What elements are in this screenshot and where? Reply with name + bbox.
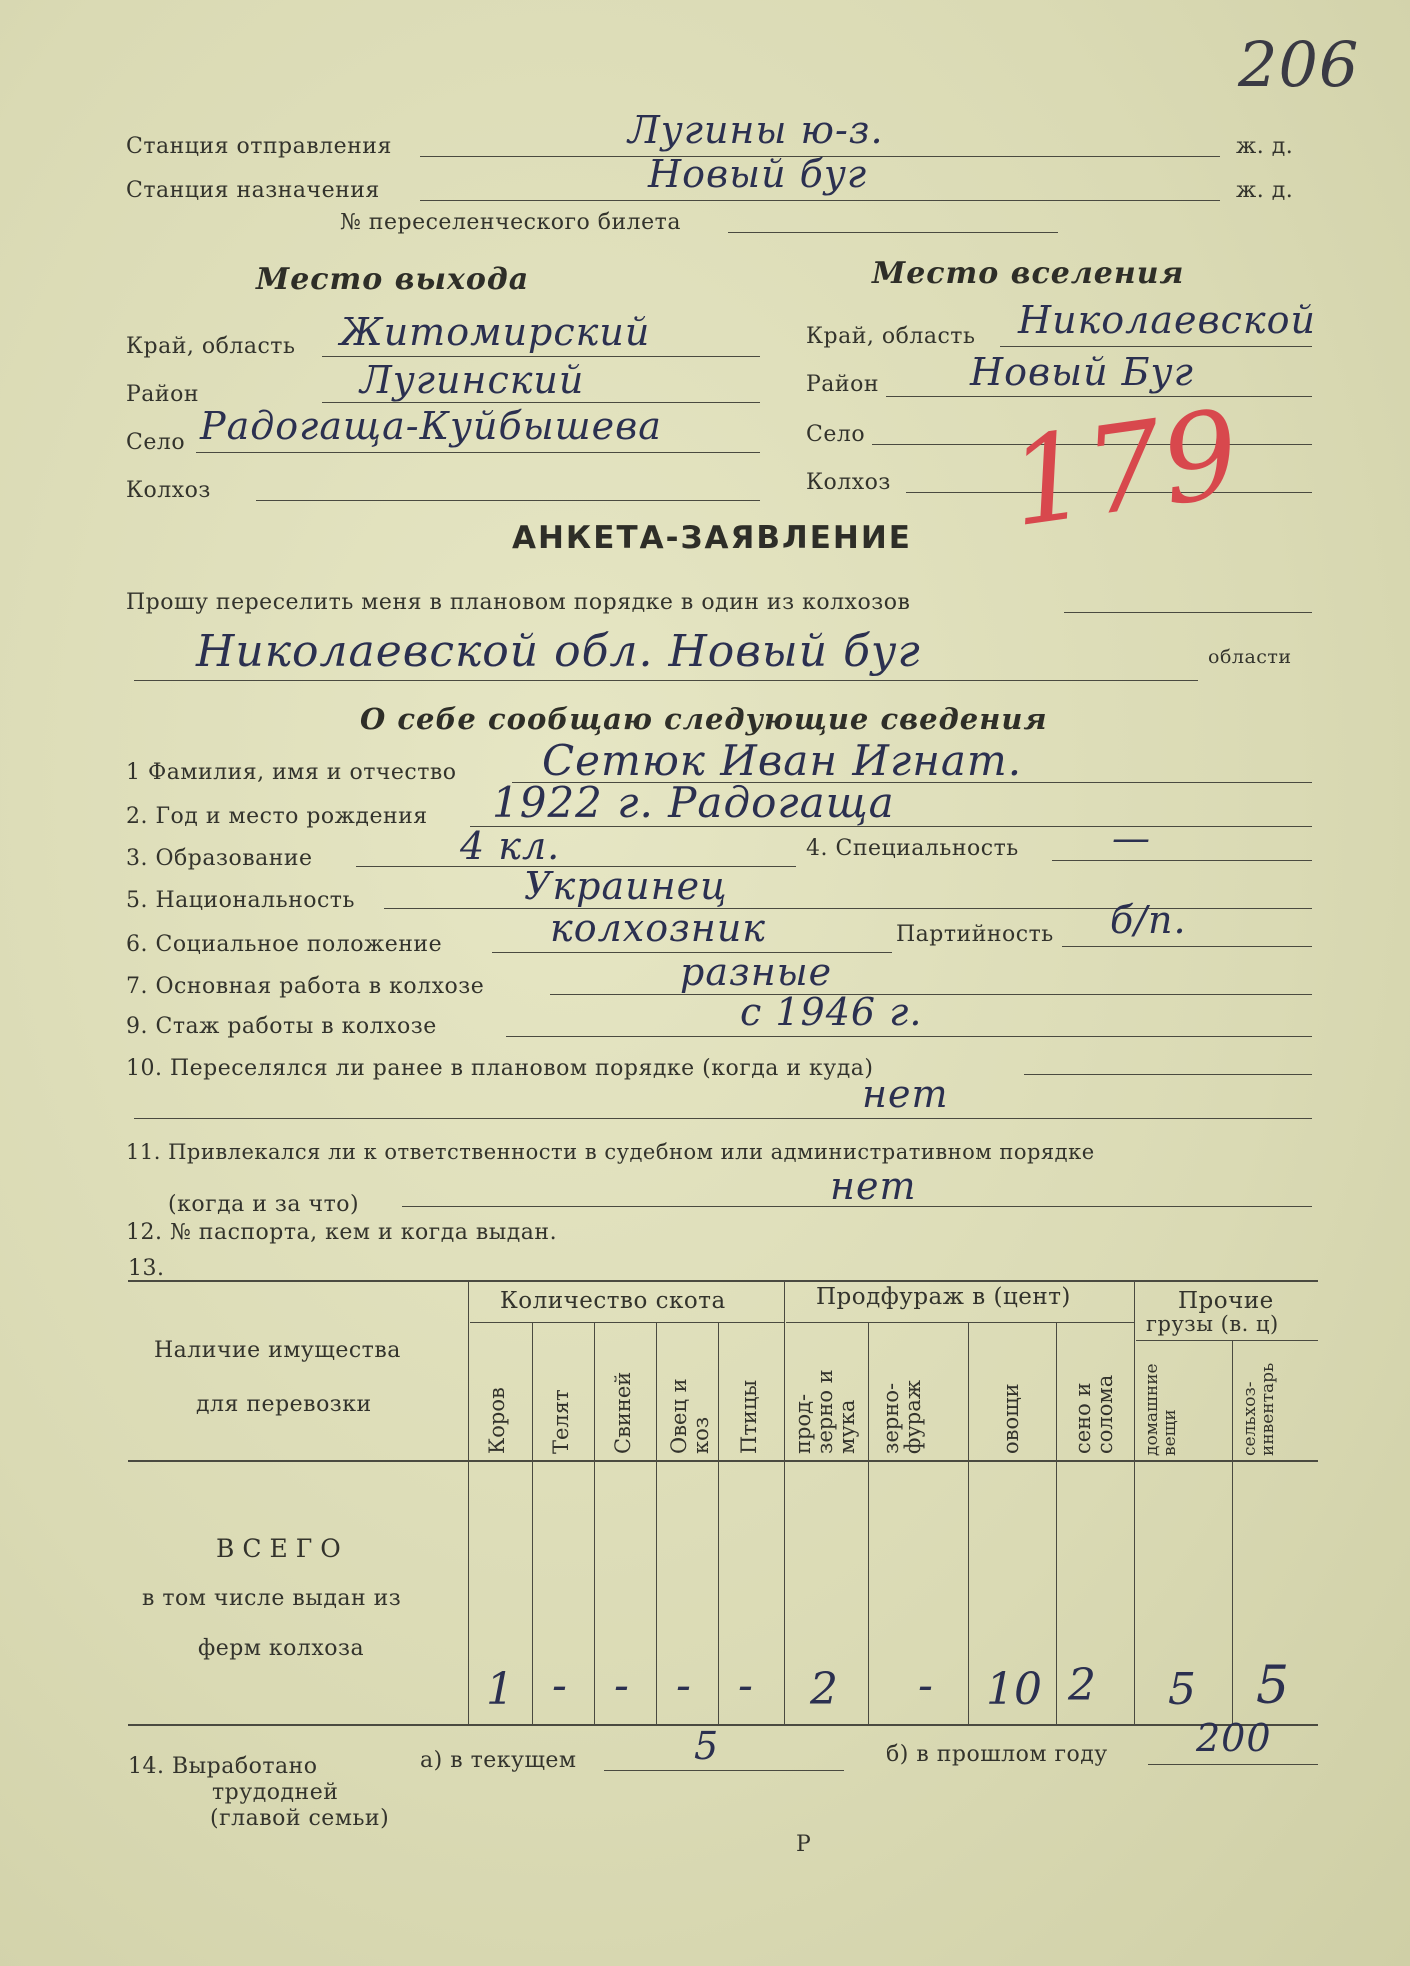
total-sub-1: в том числе выдан из (142, 1586, 402, 1611)
destination-heading: Место вселения (872, 256, 1185, 291)
group-other-2: грузы (в. ц) (1146, 1312, 1279, 1336)
request-suffix: области (1208, 646, 1292, 668)
col-cows: Коров (485, 1387, 509, 1454)
origin-district-value: Лугинский (360, 358, 585, 402)
field-1-label: 1 Фамилия, имя и отчество (126, 760, 457, 785)
destination-kolkhoz-label: Колхоз (806, 470, 891, 495)
total-label: ВСЕГО (216, 1534, 349, 1563)
field-6-label: 6. Социальное положение (126, 932, 443, 957)
railway-suffix-2: ж. д. (1236, 178, 1294, 203)
departure-station-value: Лугины ю-з. (628, 108, 884, 152)
field-6b-label: Партийность (896, 922, 1054, 947)
request-value: Николаевской обл. Новый буг (196, 626, 921, 677)
table-row-head-2: для перевозки (196, 1392, 372, 1417)
field-7-value: разные (680, 950, 833, 994)
col-vegetables: овощи (999, 1383, 1023, 1454)
col-sheep-goats: Овец и коз (667, 1378, 714, 1454)
field-9-label: 9. Стаж работы в колхозе (126, 1014, 437, 1039)
value-hay-straw: 2 (1068, 1660, 1096, 1711)
origin-village-label: Село (126, 430, 186, 455)
destination-village-label: Село (806, 422, 866, 447)
col-grain-fodder: зерно-фураж (879, 1379, 926, 1454)
destination-station-value: Новый буг (648, 152, 868, 196)
value-calves: - (552, 1660, 567, 1711)
value-pigs: - (614, 1660, 629, 1711)
workdays-label-2: трудодней (212, 1780, 339, 1805)
value-vegetables: 10 (986, 1664, 1042, 1715)
info-heading: О себе сообщаю следующие сведения (360, 702, 1048, 736)
field-6b-value: б/п. (1110, 898, 1187, 942)
archive-number: 206 (1238, 28, 1360, 101)
field-7-label: 7. Основная работа в колхозе (126, 974, 485, 999)
origin-kolkhoz-label: Колхоз (126, 478, 211, 503)
field-1-value: Сетюк Иван Игнат. (542, 736, 1023, 785)
value-household: 5 (1168, 1664, 1196, 1715)
value-sheep-goats: - (676, 1660, 691, 1711)
workdays-current-label: а) в текущем (420, 1748, 577, 1773)
group-livestock: Количество скота (500, 1288, 726, 1314)
field-11-label-2: (когда и за что) (168, 1192, 360, 1217)
value-grain-flour: 2 (810, 1664, 838, 1715)
ticket-label: № переселенческого билета (340, 210, 681, 235)
col-calves: Телят (549, 1389, 573, 1454)
workdays-label-1: 14. Выработано (128, 1754, 318, 1779)
origin-heading: Место выхода (256, 262, 530, 297)
railway-suffix-1: ж. д. (1236, 134, 1294, 159)
request-text: Прошу переселить меня в плановом порядке в один из колхозов (126, 590, 911, 615)
origin-region-label: Край, область (126, 334, 296, 359)
col-hay-straw: сено и солома (1071, 1374, 1118, 1454)
red-number: 179 (1001, 384, 1248, 555)
destination-region-value: Николаевской (1018, 298, 1316, 342)
table-row-head-1: Наличие имущества (154, 1338, 401, 1363)
field-9-value: с 1946 г. (740, 990, 923, 1034)
field-12-label: 12. № паспорта, кем и когда выдан. (126, 1220, 558, 1245)
field-2-value: 1922 г. Радогаща (492, 778, 895, 827)
destination-district-value: Новый Буг (970, 350, 1194, 394)
field-4-value: — (1112, 816, 1151, 860)
field-6-value: колхозник (550, 906, 766, 950)
footer-letter: Р (796, 1832, 812, 1857)
col-pigs: Свиней (611, 1371, 635, 1454)
field-4-label: 4. Специальность (806, 836, 1019, 861)
workdays-label-3: (главой семьи) (210, 1806, 390, 1831)
field-3-label: 3. Образование (126, 846, 313, 871)
value-poultry: - (738, 1660, 753, 1711)
value-farm-tools: 5 (1256, 1656, 1290, 1716)
destination-district-label: Район (806, 372, 879, 397)
field-10-label: 10. Переселялся ли ранее в плановом порядке (когда и куда) (126, 1056, 874, 1081)
workdays-past-value: 200 (1196, 1716, 1272, 1760)
destination-station-label: Станция назначения (126, 178, 380, 203)
col-grain-flour: прод-зерно и мука (791, 1369, 860, 1454)
col-farm-tools: сельхоз-инвентарь (1240, 1362, 1278, 1456)
form-title: АНКЕТА-ЗАЯВЛЕНИЕ (512, 520, 912, 556)
col-poultry: Птицы (737, 1379, 761, 1454)
field-13-label: 13. (128, 1256, 165, 1281)
col-household: домашние вещи (1142, 1363, 1180, 1456)
origin-village-value: Радогаща-Куйбышева (200, 404, 662, 448)
group-fodder: Продфураж в (цент) (816, 1284, 1071, 1310)
origin-district-label: Район (126, 382, 199, 407)
field-11-label: 11. Привлекался ли к ответственности в судебном или административном порядке (126, 1140, 1095, 1164)
field-10-value: нет (862, 1072, 949, 1116)
total-sub-2: ферм колхоза (198, 1636, 365, 1661)
field-5-label: 5. Национальность (126, 888, 355, 913)
value-grain-fodder: - (918, 1660, 933, 1711)
property-table (128, 1280, 1318, 1726)
destination-region-label: Край, область (806, 324, 976, 349)
value-cows: 1 (486, 1664, 514, 1715)
field-2-label: 2. Год и место рождения (126, 804, 428, 829)
origin-region-value: Житомирский (340, 310, 651, 354)
departure-station-label: Станция отправления (126, 134, 392, 159)
workdays-past-label: б) в прошлом году (886, 1742, 1108, 1767)
field-5-value: Украинец (524, 864, 728, 908)
group-other-1: Прочие (1178, 1288, 1274, 1314)
workdays-current-value: 5 (694, 1724, 720, 1768)
field-11-value: нет (830, 1164, 917, 1208)
field-3-value: 4 кл. (460, 824, 561, 868)
